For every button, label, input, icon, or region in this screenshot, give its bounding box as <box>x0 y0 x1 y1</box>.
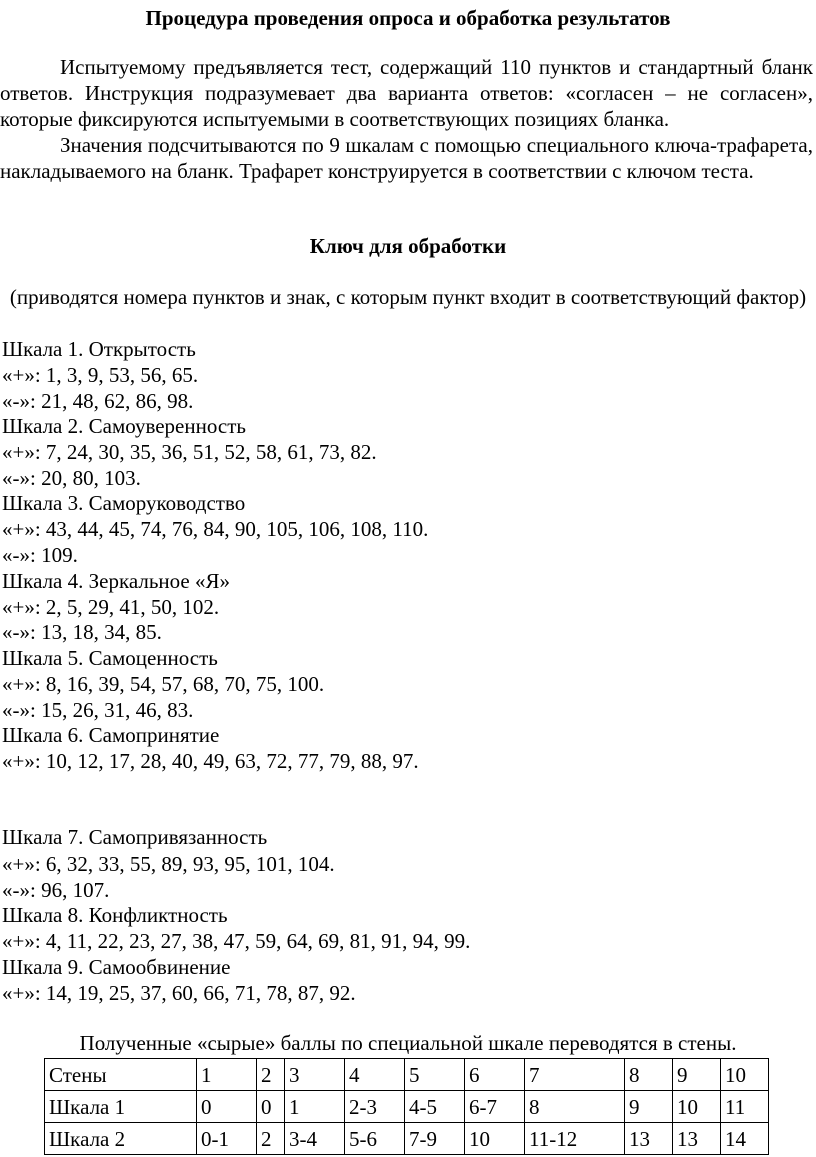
scale-5-minus: «-»: 15, 26, 31, 46, 83. <box>2 698 194 722</box>
scale-4-minus: «-»: 13, 18, 34, 85. <box>2 620 162 644</box>
document-title: Процедура проведения опроса и обработка результатов <box>145 6 671 30</box>
table-cell: 8 <box>625 1059 673 1091</box>
table-cell: 11 <box>721 1091 769 1123</box>
intro-paragraph-1: Испытуемому предъявляется тест, содержащий 110 пунктов и стандартный бланк ответов. Инструкция подразумевает два варианта ответов: «согласен – не согласен», которые фиксируются испытуемыми в соответствующих позициях бланка. <box>0 55 813 131</box>
table-cell: 8 <box>525 1091 625 1123</box>
table-cell: 1 <box>197 1059 257 1091</box>
scale-5-name: Шкала 5. Самоценность <box>2 646 218 670</box>
scale-1-plus: «+»: 1, 3, 9, 53, 56, 65. <box>2 363 199 387</box>
scale-9-plus: «+»: 14, 19, 25, 37, 60, 66, 71, 78, 87, 92. <box>2 981 356 1005</box>
key-note: (приводятся номера пунктов и знак, с которым пункт входит в соответствующий фактор) <box>9 285 807 309</box>
scale-7-name: Шкала 7. Самопривязанность <box>2 825 268 849</box>
intro-paragraph-2: Значения подсчитываются по 9 шкалам с помощью специального ключа-трафарета, накладываемого на бланк. Трафарет конструируется в соответствии с ключом теста. <box>0 133 813 183</box>
scale-4-name: Шкала 4. Зеркальное «Я» <box>2 569 230 593</box>
scale-6-name: Шкала 6. Самопринятие <box>2 723 220 747</box>
table-cell: 6-7 <box>465 1091 525 1123</box>
scale-8-name: Шкала 8. Конфликтность <box>2 903 228 927</box>
table-cell: 0 <box>257 1091 285 1123</box>
table-cell: 10 <box>721 1059 769 1091</box>
table-cell: 9 <box>625 1091 673 1123</box>
table-cell: 7-9 <box>405 1123 465 1155</box>
table-cell: 10 <box>673 1091 721 1123</box>
table-cell: 5 <box>405 1059 465 1091</box>
scale-7-plus: «+»: 6, 32, 33, 55, 89, 93, 95, 101, 104. <box>2 852 335 876</box>
table-cell: 14 <box>721 1123 769 1155</box>
scale-1-minus: «-»: 21, 48, 62, 86, 98. <box>2 389 194 413</box>
key-heading: Ключ для обработки <box>309 234 507 258</box>
scale-9-name: Шкала 9. Самообвинение <box>2 955 231 979</box>
table-cell: 13 <box>673 1123 721 1155</box>
scale-3-minus: «-»: 109. <box>2 543 78 567</box>
scale-7-minus: «-»: 96, 107. <box>2 878 110 902</box>
scale-8-plus: «+»: 4, 11, 22, 23, 27, 38, 47, 59, 64, 69, 81, 91, 94, 99. <box>2 929 471 953</box>
table-cell: 1 <box>285 1091 345 1123</box>
table-cell: 3-4 <box>285 1123 345 1155</box>
table-cell: 2 <box>257 1059 285 1091</box>
table-cell: 11-12 <box>525 1123 625 1155</box>
table-cell: 5-6 <box>345 1123 405 1155</box>
table-cell: 13 <box>625 1123 673 1155</box>
scale-2-name: Шкала 2. Самоуверенность <box>2 414 246 438</box>
table-cell: Шкала 2 <box>45 1123 197 1155</box>
table-cell: 4 <box>345 1059 405 1091</box>
table-cell: Стены <box>45 1059 197 1091</box>
table-cell: 10 <box>465 1123 525 1155</box>
scale-3-name: Шкала 3. Саморуководство <box>2 491 246 515</box>
table-row <box>45 1123 769 1155</box>
table-cell: 0-1 <box>197 1123 257 1155</box>
table-cell: 2 <box>257 1123 285 1155</box>
scale-5-plus: «+»: 8, 16, 39, 54, 57, 68, 70, 75, 100. <box>2 672 325 696</box>
scale-1-name: Шкала 1. Открытость <box>2 337 196 361</box>
conversion-table <box>44 1058 769 1155</box>
table-cell: 2-3 <box>345 1091 405 1123</box>
table-caption: Полученные «сырые» баллы по специальной шкале переводятся в стены. <box>79 1031 737 1055</box>
table-cell: 7 <box>525 1059 625 1091</box>
intro-text <box>0 54 813 184</box>
table-cell: 3 <box>285 1059 345 1091</box>
scale-6-plus: «+»: 10, 12, 17, 28, 40, 49, 63, 72, 77, 79, 88, 97. <box>2 749 419 773</box>
scale-2-minus: «-»: 20, 80, 103. <box>2 466 141 490</box>
table-cell: 4-5 <box>405 1091 465 1123</box>
scale-4-plus: «+»: 2, 5, 29, 41, 50, 102. <box>2 595 220 619</box>
scale-2-plus: «+»: 7, 24, 30, 35, 36, 51, 52, 58, 61, 73, 82. <box>2 440 377 464</box>
table-row <box>45 1091 769 1123</box>
table-cell: Шкала 1 <box>45 1091 197 1123</box>
table-cell: 6 <box>465 1059 525 1091</box>
table-row <box>45 1059 769 1091</box>
scale-3-plus: «+»: 43, 44, 45, 74, 76, 84, 90, 105, 106, 108, 110. <box>2 517 429 541</box>
table-cell: 0 <box>197 1091 257 1123</box>
table-cell: 9 <box>673 1059 721 1091</box>
